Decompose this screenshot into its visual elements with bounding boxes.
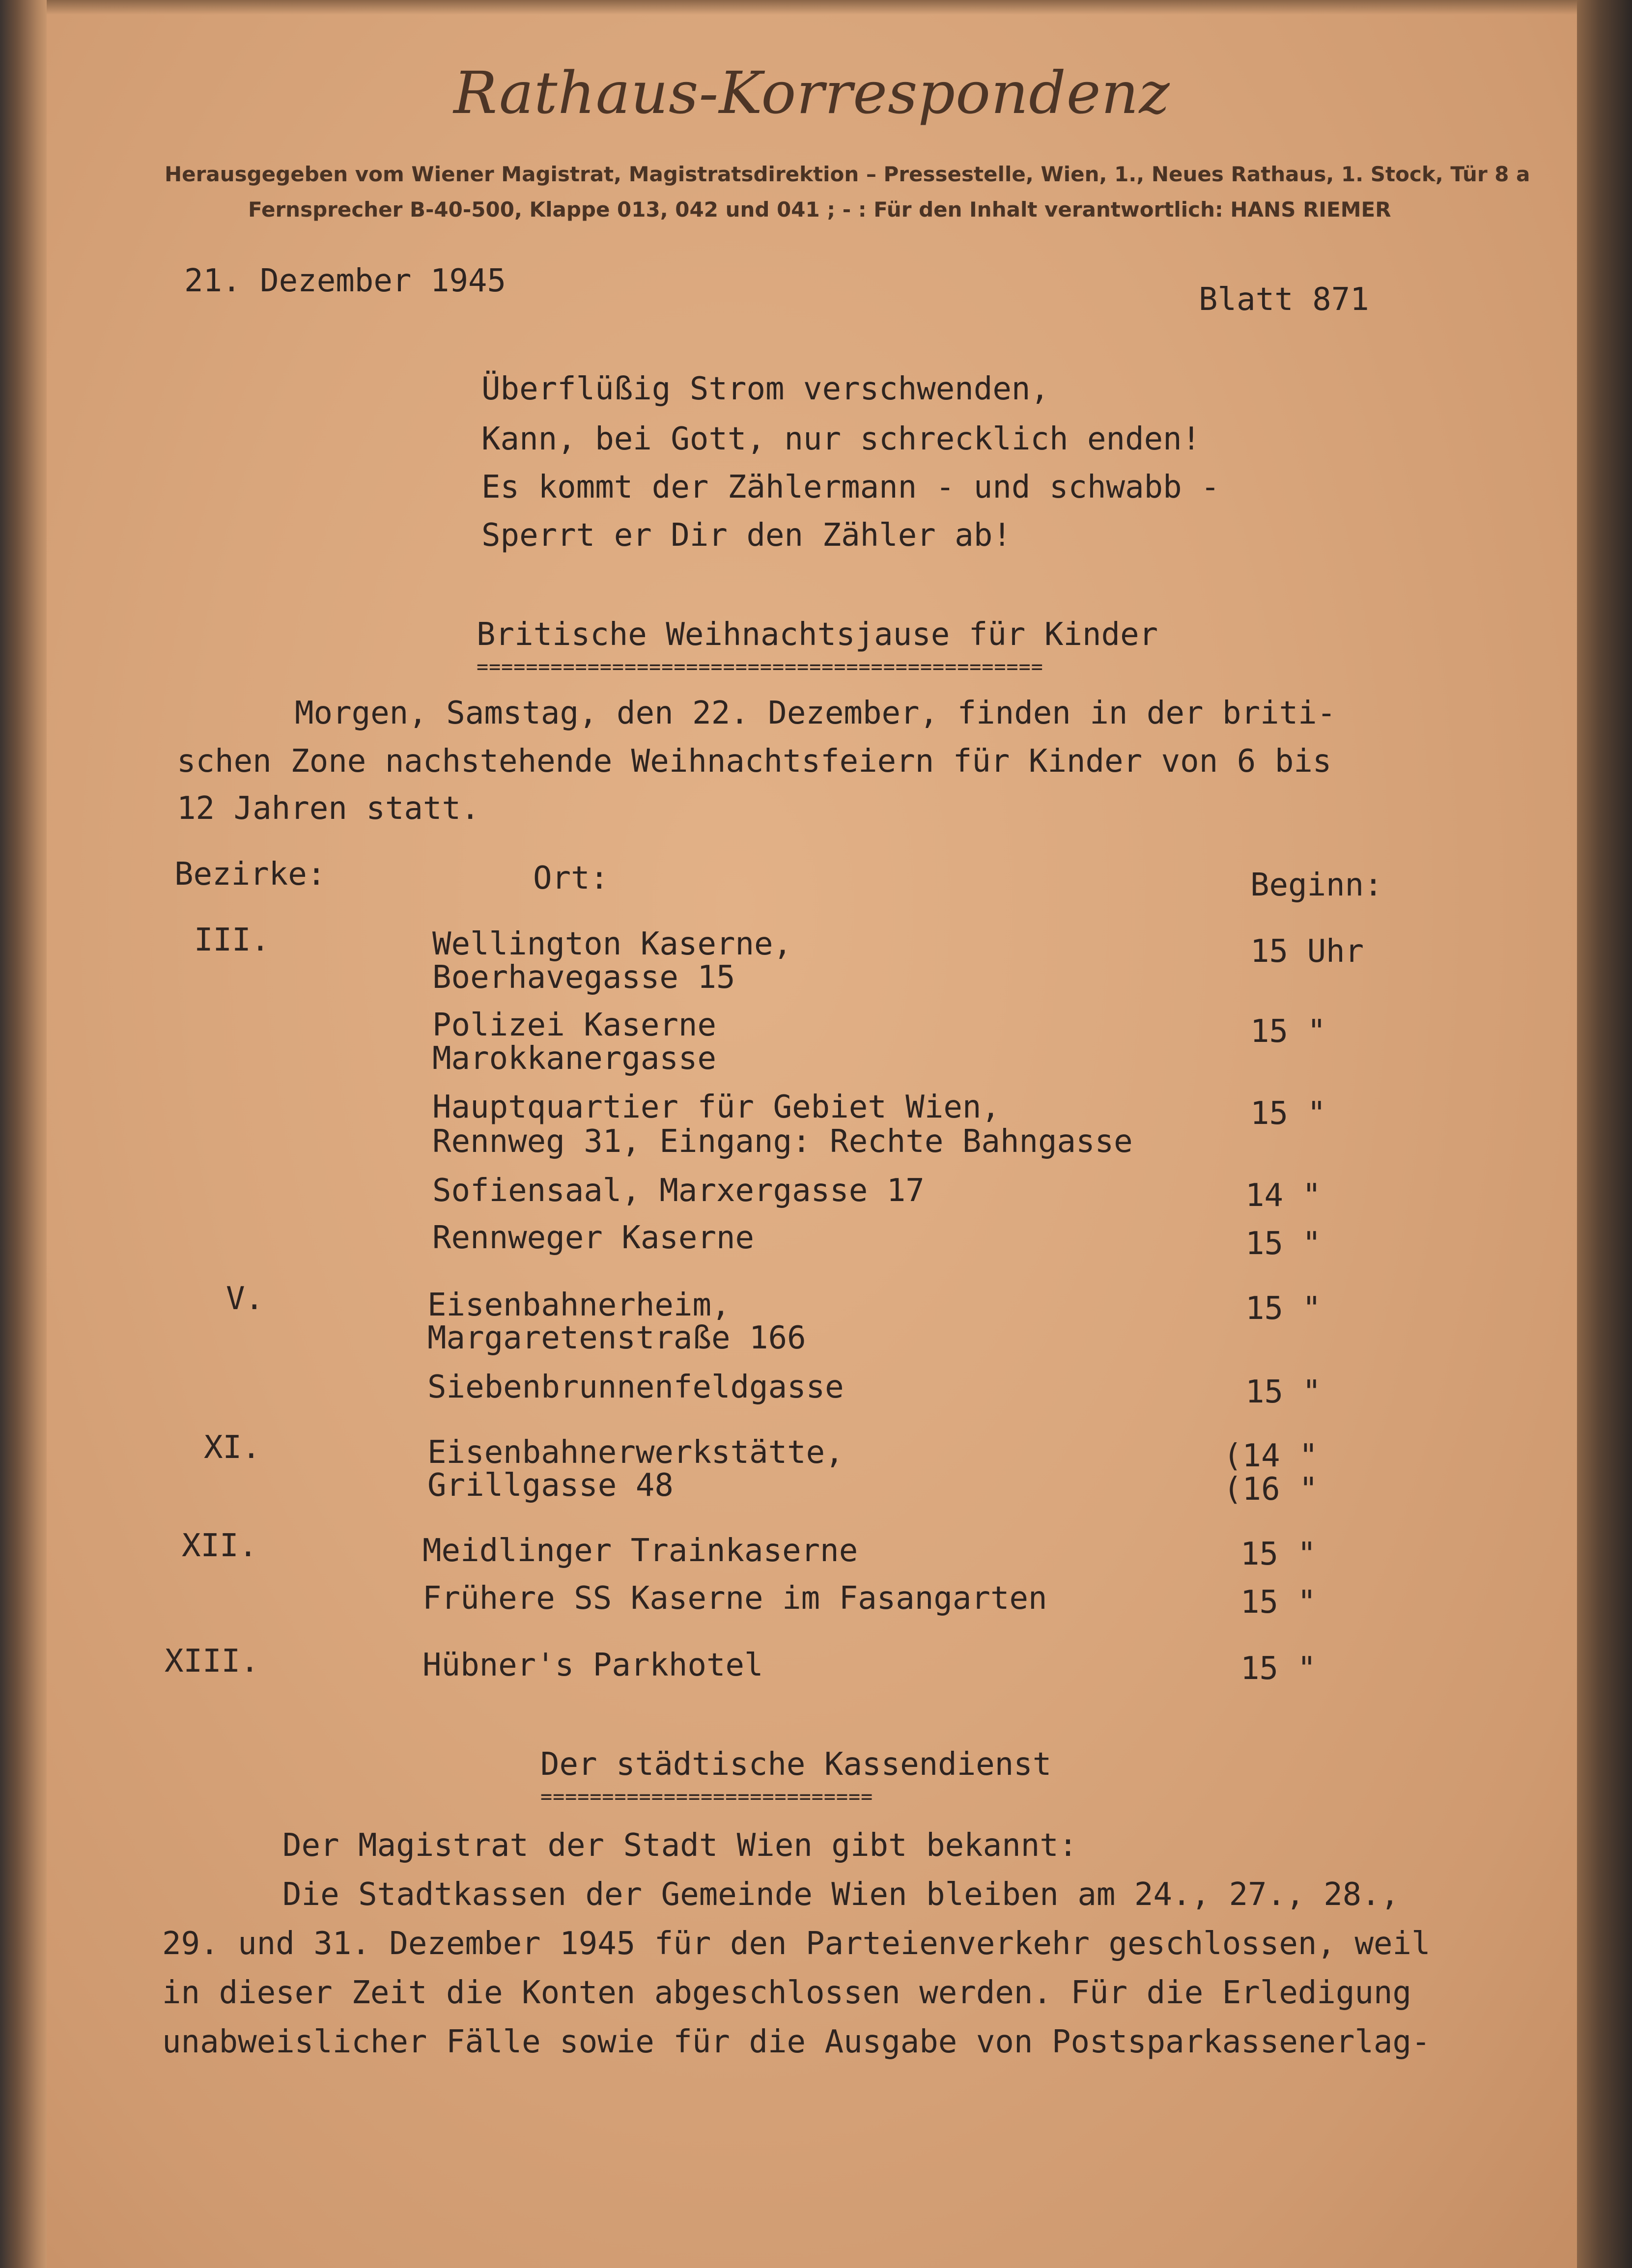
table-place: Sofiensaal, Marxergasse 17	[432, 1173, 925, 1209]
table-header-district: Bezirke:	[174, 856, 326, 893]
table-header-place: Ort:	[533, 860, 609, 896]
table-district: XII.	[182, 1528, 258, 1564]
table-place: Eisenbahnerheim,	[427, 1287, 731, 1323]
article-heading: Der städtische Kassendienst	[540, 1746, 1052, 1783]
body-line: in dieser Zeit die Konten abgeschlossen werden. Für die Erledigung	[162, 1975, 1412, 2011]
table-start: (14 "	[1223, 1438, 1318, 1474]
table-place: Boerhavegasse 15	[432, 959, 735, 996]
body-line: 29. und 31. Dezember 1945 für den Parteienverkehr geschlossen, weil	[162, 1926, 1431, 1962]
table-place: Margaretenstraße 166	[427, 1320, 806, 1356]
table-place: Eisenbahnerwerkstätte,	[427, 1434, 844, 1471]
table-start: 14 "	[1245, 1177, 1322, 1214]
table-place: Grillgasse 48	[427, 1467, 674, 1504]
body-line: Der Magistrat der Stadt Wien gibt bekannt:	[282, 1827, 1078, 1864]
table-place: Rennweger Kaserne	[432, 1220, 755, 1256]
table-place: Siebenbrunnenfeldgasse	[427, 1369, 844, 1405]
heading-underline: ===========================	[540, 1786, 873, 1808]
table-place: Wellington Kaserne,	[432, 926, 792, 962]
table-district: XIII.	[165, 1643, 259, 1680]
page-top-shadow	[47, 0, 1577, 15]
heading-underline: ==============================================	[477, 656, 1043, 678]
binding-left-edge	[0, 0, 47, 2268]
publisher-line-2: Fernsprecher B-40-500, Klappe 013, 042 und 041 ; - : Für den Inhalt verantwortlich: HANS RIEMER	[248, 197, 1391, 222]
table-district: XI.	[204, 1429, 261, 1466]
table-start: 15 "	[1245, 1290, 1322, 1327]
intro-line: schen Zone nachstehende Weihnachtsfeiern für Kinder von 6 bis	[177, 743, 1332, 780]
table-start: 15 "	[1240, 1651, 1317, 1687]
poem-line: Überflüßig Strom verschwenden,	[481, 371, 1049, 407]
intro-line: 12 Jahren statt.	[177, 790, 480, 827]
article-heading: Britische Weihnachtsjause für Kinder	[477, 616, 1158, 653]
table-district: V.	[226, 1281, 264, 1317]
table-header-start: Beginn:	[1250, 867, 1383, 903]
table-district: III.	[194, 922, 270, 958]
table-start: 15 "	[1240, 1584, 1317, 1621]
table-place: Hauptquartier für Gebiet Wien,	[432, 1089, 1000, 1125]
poem-line: Sperrt er Dir den Zähler ab!	[481, 517, 1012, 554]
binding-right-edge	[1577, 0, 1632, 2268]
poem-line: Es kommt der Zählermann - und schwabb -	[481, 469, 1220, 505]
document-page	[47, 0, 1577, 2268]
table-start: (16 "	[1223, 1471, 1318, 1508]
table-place: Meidlinger Trainkaserne	[422, 1533, 858, 1569]
table-start: 15 "	[1240, 1536, 1317, 1572]
table-start: 15 "	[1250, 1095, 1326, 1132]
poem-line: Kann, bei Gott, nur schrecklich enden!	[481, 421, 1201, 457]
table-start: 15 "	[1245, 1374, 1322, 1410]
table-start: 15 "	[1250, 1013, 1326, 1050]
masthead-title: Rathaus-Korrespondenz	[453, 59, 1170, 127]
sheet-number: Blatt 871	[1199, 281, 1369, 318]
document-date: 21. Dezember 1945	[184, 263, 506, 299]
body-line: Die Stadtkassen der Gemeinde Wien bleiben am 24., 27., 28.,	[282, 1876, 1400, 1913]
table-start: 15 "	[1245, 1226, 1322, 1262]
table-place: Marokkanergasse	[432, 1040, 716, 1077]
table-place: Polizei Kaserne	[432, 1007, 716, 1043]
body-line: unabweislicher Fälle sowie für die Ausgabe von Postsparkassenerlag-	[162, 2024, 1431, 2060]
table-start: 15 Uhr	[1250, 933, 1364, 970]
intro-line: Morgen, Samstag, den 22. Dezember, finden in der briti-	[295, 695, 1336, 731]
publisher-line-1: Herausgegeben vom Wiener Magistrat, Magistratsdirektion – Pressestelle, Wien, 1., Neues Rathaus, 1. Stock, Tür 8 a	[165, 162, 1530, 186]
table-place: Rennweg 31, Eingang: Rechte Bahngasse	[432, 1123, 1133, 1160]
table-place: Frühere SS Kaserne im Fasangarten	[422, 1580, 1047, 1617]
table-place: Hübner's Parkhotel	[422, 1647, 763, 1683]
